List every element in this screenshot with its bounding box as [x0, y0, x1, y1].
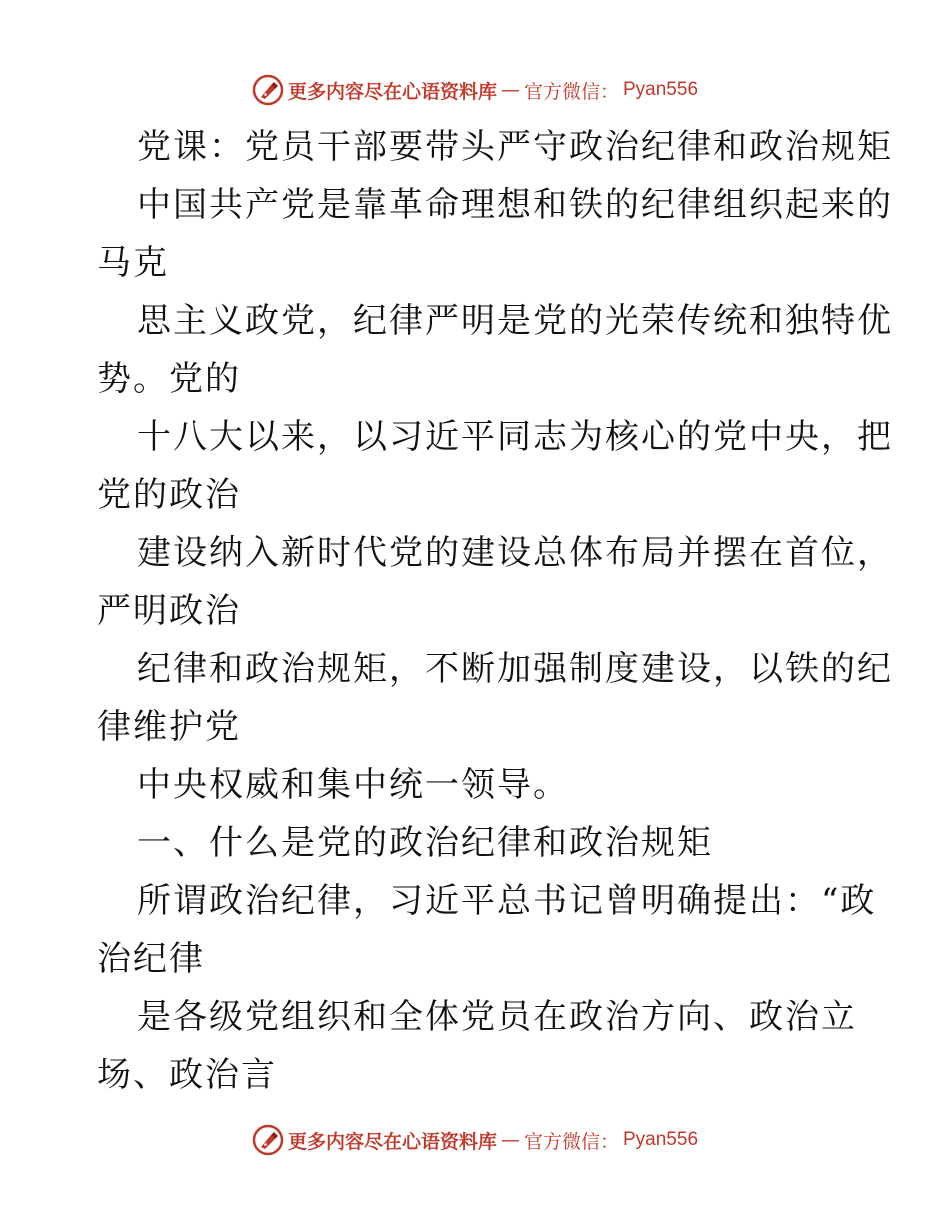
banner-wechat-handle: Pyan556: [623, 1129, 699, 1150]
banner-wechat-handle: Pyan556: [623, 79, 699, 100]
paragraph-line: 党的政治: [97, 475, 241, 515]
footer-banner[interactable]: [0, 1120, 950, 1160]
paragraph-line: 马克: [97, 243, 169, 283]
banner-brand: 更多内容尽在心语资料库: [287, 1130, 497, 1153]
paragraph-line: 建设纳入新时代党的建设总体布局并摆在首位，: [137, 533, 893, 573]
banner-brand: 更多内容尽在心语资料库: [287, 80, 497, 103]
pen-nib-logo-icon: [252, 74, 284, 106]
paragraph-line: 律维护党: [97, 707, 241, 747]
paragraph-line: 场、政治言: [97, 1055, 277, 1095]
paragraph-line: 势。党的: [97, 359, 241, 399]
banner-dash: —: [500, 1129, 520, 1151]
banner-wechat-label: 官方微信：: [523, 1130, 619, 1153]
paragraph-line: 严明政治: [97, 591, 241, 631]
paragraph-line: 中国共产党是靠革命理想和铁的纪律组织起来的: [137, 185, 893, 225]
paragraph-line: 是各级党组织和全体党员在政治方向、政治立: [137, 997, 857, 1037]
paragraph-line: 所谓政治纪律，习近平总书记曾明确提出：“政: [137, 881, 877, 921]
document-body: [97, 118, 893, 1104]
banner-wechat-label: 官方微信：: [523, 80, 619, 103]
paragraph-line: 治纪律: [97, 939, 205, 979]
header-banner[interactable]: [0, 70, 950, 110]
pen-nib-logo-icon: [252, 1124, 284, 1156]
paragraph-line: 十八大以来，以习近平同志为核心的党中央，把: [137, 417, 893, 457]
section-heading: 一、什么是党的政治纪律和政治规矩: [137, 823, 713, 863]
paragraph-line: 中央权威和集中统一领导。: [137, 765, 569, 805]
paragraph-line: 纪律和政治规矩，不断加强制度建设，以铁的纪: [137, 649, 893, 689]
banner-dash: —: [500, 79, 520, 101]
document-title: 党课：党员干部要带头严守政治纪律和政治规矩: [137, 127, 893, 167]
paragraph-line: 思主义政党，纪律严明是党的光荣传统和独特优: [137, 301, 893, 341]
